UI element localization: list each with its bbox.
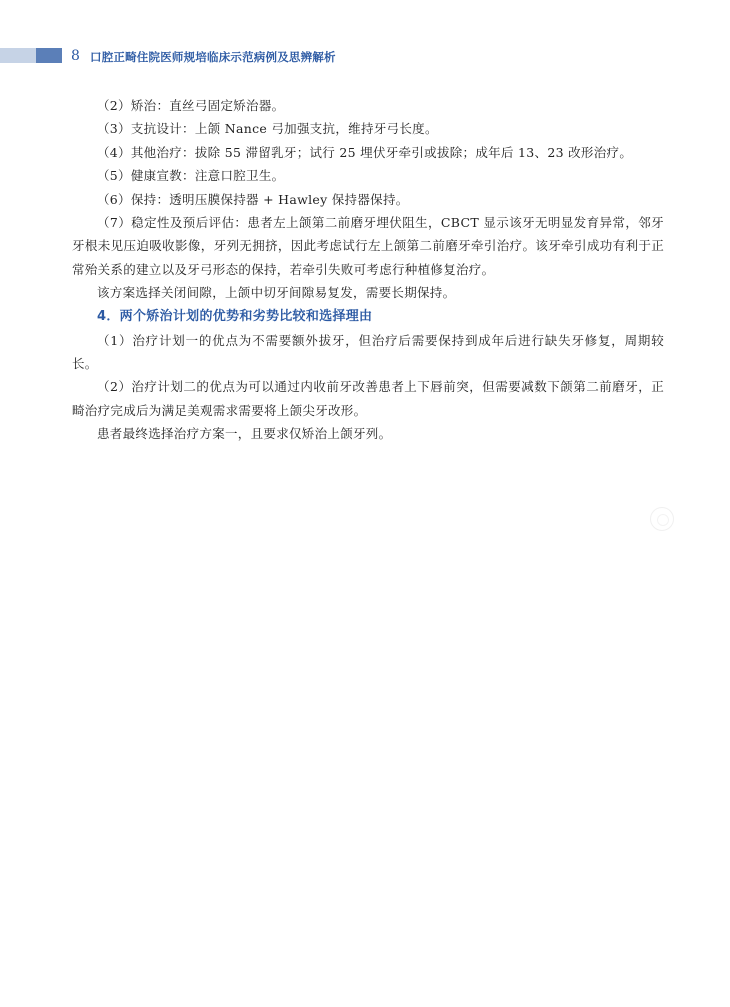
page-content (72, 94, 664, 446)
paragraph-space-closure: 该方案选择关闭间隙，上颌中切牙间隙易复发，需要长期保持。 (97, 285, 456, 301)
paragraph-final-choice: 患者最终选择治疗方案一，且要求仅矫治上颌牙列。 (97, 426, 392, 442)
section-heading: 4．两个矫治计划的优势和劣势比较和选择理由 (97, 308, 373, 324)
paragraph-retention: （6）保持：透明压膜保持器 + Hawley 保持器保持。 (97, 191, 409, 207)
paragraph-plan-one: （1）治疗计划一的优点为不需要额外拔牙，但治疗后需要保持到成年后进行缺失牙修复，周期较长。 (72, 332, 664, 372)
paragraph-anchorage: （3）支抗设计：上颌 Nance 弓加强支抗，维持牙弓长度。 (97, 121, 438, 137)
header-color-bar-light (0, 48, 36, 63)
watermark-seal-icon (650, 507, 674, 531)
header-color-bar-dark (36, 48, 62, 63)
page-number: 8 (71, 48, 80, 64)
paragraph-plan-two: （2）治疗计划二的优点为可以通过内收前牙改善患者上下唇前突，但需要减数下颌第二前磨牙，正畸治疗完成后为满足美观需求需要将上颌尖牙改形。 (72, 379, 664, 418)
paragraph-stability: （7）稳定性及预后评估：患者左上颌第二前磨牙埋伏阻生，CBCT 显示该牙无明显发育异常，邻牙牙根未见压迫吸收影像，牙列无拥挤，因此考虑试行左上颌第二前磨牙牵引治疗。该牙牵引成功有利于正常殆关系的建立以及牙弓形态的保持，若牵引失败可考虑行种植修复治疗。 (72, 215, 664, 277)
page-header (0, 46, 730, 66)
paragraph-treatment: （2）矫治：直丝弓固定矫治器。 (97, 98, 285, 113)
paragraph-other-treatment: （4）其他治疗：拔除 55 滞留乳牙；试行 25 埋伏牙牵引或拔除；成年后 13、23 改形治疗。 (97, 144, 633, 160)
running-title: 口腔正畸住院医师规培临床示范病例及思辨解析 (90, 50, 336, 64)
paragraph-health-education: （5）健康宣教：注意口腔卫生。 (97, 168, 285, 184)
